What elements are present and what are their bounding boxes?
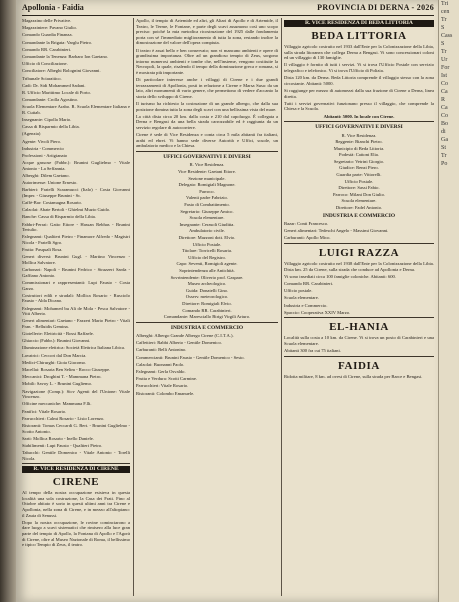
directory-entry: Illuminazione elettrica: Società Elettrica Italiana Libica. (22, 345, 126, 351)
book-gutter (0, 0, 16, 602)
paragraph: Apollo, il tempio di Artemide ed altri, gli Altari di Apollo e di Artemide, il Teatro, le Terme, le Fontane, e parte degli scavi assumono così uno scopo preciso: poiché la mia metodica ricostruzione del 1925 dalle fondamenta porta con sé l'immediato miglioramento di tutta la zona, restando inoltre la dimostrazione del valore dell'opera compiuta. (136, 18, 278, 46)
paragraph: Si raggiunge per mezzo di automezzi dalla sua frazione di Cirene a Derna, linea diretta. (284, 87, 434, 99)
paragraph: Industria e Commercio. (284, 302, 328, 308)
paragraph: Villaggio agricolo costruito nel 1938 dall'Ente per la Colonizzazione della Libia. Dista km. 25 da Cirene, sulla strada che conduce ad Apollonia e Derna. (284, 261, 434, 272)
office-entry: Ambulatorio civile. (189, 228, 225, 234)
text-fragment: Cass (441, 33, 453, 39)
directory-entry: Comandante la Tenenza: Barbaro Ion Gaetano. (22, 53, 109, 59)
beda-section-bar: R. VICE RESIDENZA DI BEDA LITTORIA (284, 20, 434, 27)
text-fragment: Ga (441, 137, 448, 143)
faidia-heading: FAIDIA (338, 359, 380, 372)
page-header (22, 3, 434, 16)
directory-entry: Falegnami: Qualtieri Pietro - Finamore Alfredo - Magistri Nicola - Fratelli Sgro. (22, 234, 130, 246)
office-entry: Municipio di Beda Littoria. (333, 145, 385, 151)
paragraph: Il teatro è assai bello e ben conservato; non vi mancano ambienti e opere di grandissima importanza. Oltre ad un grandioso tempio di Zeus, sorgono intorno numerosi ambienti e tombe che, nell'insieme, vengono costituite la Necropoli, la quale, risalendo il tempo della dominazione greca e romana, si è mostrata più importante. (136, 47, 278, 75)
office-entry: Parroco. (199, 188, 215, 194)
commerce-entry: Falegnami: Gerla Osvaldo. (136, 369, 186, 375)
running-head-left: Apollonia - Faidia (22, 3, 84, 12)
divider (284, 356, 434, 357)
commerce-entry: Bazar: Conti Francesco. (284, 221, 329, 227)
directory-entry: Ristoranti: Tomas Ceccardi G. Bert. - Brunini Guglielmo - Scotto Antonio. (22, 422, 130, 434)
office-entry: Valenti padre Fabrizio. (186, 195, 228, 201)
office-entry: R. Vice Residenza. (341, 132, 377, 138)
directory-entry: Cadi: Dr. Sidi Mohammed Sadani. (22, 82, 86, 88)
divider (284, 243, 434, 244)
office-entry: Comando RR. Carabinieri. (182, 307, 232, 313)
text-fragment: Ur (441, 57, 448, 63)
directory-entry: Tribunale Sciaraitico. (22, 75, 62, 81)
paragraph: Il villaggio è fornito di tutti i servizi. Vi si trova l'Ufficio Postale con servizio telegrafico e telefonico. Vi si trova l'Ufficio di Polizia. (284, 62, 434, 73)
directory-entry: R. Ufficio Marittimo Locale di Porto. (22, 89, 91, 95)
office-entry: Segretario: Giuseppe Amico. (180, 208, 234, 214)
office-entry: Guida: Donatelli Gino. (185, 287, 229, 293)
directory-entry: Tabacchi: Gentile Domenico - Vitale Antonio - Torelli Nicola. (22, 450, 130, 461)
directory-entry: Gioiellerie: Elettricità - Bossi Raffaele. (22, 331, 94, 337)
directory-entry: Magazziniere: Pavano Giulio. (22, 25, 77, 31)
paragraph: Di particolare interesse anche i villaggi di Cirene e i due grandi terrazzamenti di Apollonia, posti in relazione a Cirene e Marsa Susa: da un lato, altri monumenti di vario genere, che permettono di vedere d'accanto la storia dello sviluppo di Cirene. (136, 77, 278, 99)
text-fragment: St (441, 145, 447, 151)
office-entry: Segretario: Vetrini Giorgio. (333, 158, 385, 164)
paragraph: La città dista circa 20 km. dalla costa e 210 dal capoluogo. È collegata a Derna e Bengasi da una bella strada carrozzabile ed è raggiunta da un servizio regolare di autocorriere. (136, 113, 278, 131)
paragraph: Dista 120 km. da Derna. Beda Littoria comprende il villaggio stesso con la zona circostante. Abitanti: 5000. (284, 75, 434, 86)
directory-entry: Fabbri-Ferrai: Gatto Ettore - Hassan Rebhas - Brunini Tertulio. (22, 221, 130, 233)
directory-entry: Generi diversi: Brunini Gugl. - Martino Vincenzo - Mollica Salvatore. (22, 254, 130, 265)
commerce-entry: Carburanti: Apollo Mico. (284, 235, 331, 241)
commerce-entry: Parrucchieri: Vitale Rosario. (136, 383, 189, 389)
office-entry: Comandante: Maresciallo Birigi Virgili Arturo. (163, 314, 251, 320)
apollonia-directory (22, 18, 130, 461)
facing-page-edge (438, 0, 459, 602)
office-entry: Guardia parte: Vittorelli. (336, 172, 382, 178)
cirene-heading: CIRENE (52, 476, 100, 489)
book-page (16, 0, 438, 602)
elhania-heading: EL-HANIA (329, 321, 389, 334)
directory-entry: (Agenzia) (22, 131, 41, 137)
paragraph: Spaccio: Cooperativa XXIV Marzo. (284, 309, 351, 315)
running-head-right: PROVINCIA DI DERNA - 2026 (317, 3, 434, 12)
paragraph: Ridotta militare, 8 km. ad ovest di Cirene, sulla strada per Barce e Bengasi. (284, 373, 423, 379)
directory-entry: Calzolai: Abate Bertoli - Ghielmi Muzio Guido. (22, 207, 111, 213)
directory-entry: Frutta: Pasquali Rosa. (22, 247, 63, 253)
office-entry: Scuola elementare. (341, 198, 377, 204)
divider (284, 317, 434, 318)
office-entry: Podestà: Cattoni Elia. (339, 152, 379, 158)
directory-entry: Parrucchieri: Calmi Rosario - Lisio Lorenzo. (22, 415, 105, 421)
commerce-entry: Alberghi: Albergo Grande Albergo Cirene (C.I.T.A.). (136, 333, 234, 339)
directory-entry: Mobili: Savoy L. - Brunini Gugliemo. (22, 381, 93, 387)
paragraph: Abitanti 300 fra cui 75 italiani. (284, 348, 341, 354)
cirene-history-text (136, 18, 278, 149)
commerce-entry: Carburanti: Belli Antonino. (136, 347, 187, 353)
text-fragment: Co (441, 113, 449, 119)
directory-entry: Conciliatore: Albeghi Bolognini Giovanni. (22, 68, 101, 74)
directory-entry: Carbonari: Napoli - Brunini Fedrico - Strazzeri Sarda - Gaffiano Antonio. (22, 267, 130, 278)
directory-entry: Industria - Commercio (22, 145, 64, 151)
office-entry: Sovrintendente: Oliverio prof. Gaspare. (170, 274, 244, 280)
text-fragment: Po (441, 161, 448, 167)
column-rule (281, 18, 282, 596)
text-fragment: Ist (441, 73, 447, 79)
beda-commerce-list (284, 221, 434, 241)
divider (136, 322, 278, 323)
column-right (284, 18, 434, 596)
cirene-commerce-list (136, 333, 278, 396)
paragraph: Vi sono insediati circa 100 famiglie coloniche. Abitanti: 600. (284, 273, 396, 279)
directory-entry: Commissionari e rappresentanti: Lupi Fausto - Costa Garzo. (22, 279, 130, 291)
text-fragment: Ca (441, 89, 448, 95)
text-fragment: S (441, 41, 445, 47)
paragraph: Località sulla costa a 10 km. da Cirene. Vi si trova un posto di Carabinieri e una Scuola elementare. (284, 335, 434, 346)
directory-entry: Banche: Cassa di Risparmio della Libia. (22, 214, 96, 220)
directory-entry: Panifici: Vitale Rosario. (22, 408, 67, 414)
paragraph: Cirene è sede di Vice Residenza e conta circa 5 mila abitanti fra italiani, arabi ed ebrei. Vi hanno sede diverse Autorità e Uffici, scuole, un ambulatorio medico e la Chiesa. (136, 132, 278, 149)
directory-entry: Medici-Chirurghi: Gioia Giacomo. (22, 359, 87, 365)
razza-heading: LUIGI RAZZA (318, 247, 400, 259)
office-entry: Soprintendenza alle Antichità. (179, 267, 235, 273)
office-entry: Parroco: Milani Don Giulio. (332, 191, 386, 197)
beda-industria-heading: INDUSTRIA E COMMERCIO (322, 212, 396, 219)
office-entry: Giudice: Renzi Piero. (339, 165, 379, 171)
divider (22, 463, 130, 464)
beda-heading: BEDA LITTORIA (311, 30, 407, 42)
office-entry: Ufficio Postale. (192, 241, 222, 247)
paragraph: Tutti i servizi governativi funzionano presso il villaggio, che comprende la Chiesa e la Scuola. (284, 100, 434, 112)
paragraph: Dopo la nostra occupazione, le rovine cominciarono a dare luogo a scavi sistematici che rimisero alla luce gran parte del tempio di Apollo, la Fontana di Apollo e l'Agorà di Cirene, oltre al Museo Nazionale di Roma, il bellissimo e tipico Tempio di Zeus, il teatro. (22, 519, 130, 548)
paragraph: Il turismo ha richiesto la costruzione di un grande albergo, che dalla sua posizione domina tutta la zona degli scavi con una bellissima vista del mare. (136, 101, 278, 112)
text-fragment: Tr (441, 49, 447, 55)
office-entry: Direttore: Mazzoni dott. Elvio. (178, 234, 236, 240)
beda-description (284, 44, 434, 112)
office-entry: Capo: Seventi, Romigioli agente. (176, 261, 238, 267)
divider (136, 151, 278, 152)
paragraph: Al tempo della nostra occupazione esisteva in questa località una sola costruzione, la Casa dei Frati. Fino al Ottobre abitato è sorto in questi ultimi anni tra Cirene e Apollonia, nella zona di Cirene, e in mezzo all'altopiano: il Zauia di Senussi. (22, 490, 130, 518)
directory-entry: Comando RR. Carabinieri. (22, 46, 72, 52)
office-entry: Osserv. meteorologico. (185, 294, 229, 300)
directory-entry: Agente: Vivoli Piero. (22, 138, 62, 144)
commerce-entry: Generi alimentari: Tedeschi Angelo - Massimi Giovanni. (284, 228, 389, 234)
directory-entry: Comandante: Crolla Agostino. (22, 97, 79, 103)
commerce-entry: Caffettieri: Rabbi Alberto - Gentile Domenico. (136, 340, 222, 346)
office-entry: Reggente: Bianchi Pietro. (335, 139, 383, 145)
elhania-description (284, 335, 434, 353)
commerce-entry: Frutta e Verdura: Scotti Carmine. (136, 376, 198, 382)
paragraph: Scuola elementare. (284, 295, 319, 301)
faidia-description (284, 374, 434, 380)
beda-uffici-heading: UFFICI GOVERNATIVI E DIVERSI (315, 124, 403, 131)
column-rule (133, 18, 134, 596)
directory-entry: Insegnante: Cipolla Mario. (22, 117, 72, 123)
cirene-section-bar: R. VICE RESIDENZA DI CIRENE (22, 466, 130, 473)
text-fragment: R (441, 97, 446, 103)
directory-entry: Alberghi: Dilem Gaetano. (22, 172, 70, 178)
text-fragment: Tr (441, 17, 447, 23)
divider (284, 121, 434, 122)
directory-entry: Officine meccaniche: Mammana F.lli. (22, 401, 92, 407)
paragraph: Ufficio postale. (284, 288, 313, 294)
text-fragment: Co (441, 81, 449, 87)
directory-entry: Stabilimenti: Lupi Fausto - Qualtieri Pietro. (22, 442, 103, 448)
directory-entry: Navigazione (Comp.): Sicv Agenti del l'Unione: Vitale Vincenzo. (22, 388, 130, 400)
office-entry: Vice Residente: Gaetani Ettore. (178, 169, 236, 175)
directory-entry: Meccanici: Droghini T. - Mammana Pietro. (22, 374, 102, 380)
directory-entry: Comandante la Brigata: Varglu Pietro. (22, 39, 93, 45)
office-entry: Insegnante: Cerasoli Giuditta. (179, 221, 235, 227)
text-fragment: S (441, 25, 445, 31)
directory-entry: Barbieri: Fratelli Scaramucci (Italo) - Costa Giovanni (Imper. - Giuseppe Brunini - Sc. (22, 187, 130, 198)
razza-description (284, 261, 434, 315)
office-entry: Scuola elementare. (189, 215, 225, 221)
office-entry: Sezione municipale. (188, 175, 226, 181)
directory-entry: Lavatrici: Ceccori dal Don Marcia. (22, 352, 87, 358)
directory-entry: Scuola Elementare Arabo. R. Scuola Elementare Italiana e R. Cuttab. (22, 104, 130, 115)
directory-entry: Magazzino delle Privative. (22, 18, 72, 23)
cirene-description (22, 490, 130, 548)
office-entry: R. Vice Residenza. (189, 162, 225, 168)
directory-entry: Acque gassose (Fabbr.): Brunini Guglielmo - Vitale Antonio - La Seffannia. (22, 160, 130, 171)
beda-offices-list (284, 133, 434, 211)
uffici-heading: UFFICI GOVERNATIVI E DIVERSI (163, 154, 251, 161)
column-middle (136, 18, 278, 596)
directory-entry: Ufficio di Conciliazione. (22, 61, 68, 67)
text-fragment: Tri (441, 1, 449, 7)
office-entry: Museo archeologico. (187, 281, 227, 287)
text-fragment: cen (441, 9, 450, 15)
paragraph: Comando RR. Carabinieri. (284, 280, 334, 286)
office-entry: Direttore: Romigiali Elvio. (182, 300, 232, 306)
directory-entry: Ghiaccio (Fabbr.): Brunini Giovanni. (22, 338, 91, 344)
office-entry: Direttore: Fadel Antonio. (335, 205, 383, 211)
beda-population: Abitanti: 5000. In locale con Cirene. (323, 113, 395, 119)
paragraph: Villaggio agricolo costruito nel 1933 dall'Ente per la Colonizzazione della Libia, sulla strada litoranea che collega Derna a Bengasi. Vi sono concessionari coloni ed un villaggio di 130 famiglie. (284, 44, 434, 61)
office-entry: Delegato: Romigiali Magnone. (178, 182, 236, 188)
commerce-entry: Commercianti: Brunini Fausto - Gentile Domenico - Sesto. (136, 354, 245, 360)
directory-entry: Cassa di Risparmio della Libia. (22, 124, 80, 130)
directory-entry: Generi alimentari: Gaetano - Fazzeri Mario Pietro - Vitali Fran. - Belluidis Gemina. (22, 318, 130, 329)
industria-heading: INDUSTRIA E COMMERCIO (170, 324, 244, 331)
directory-entry: Caffè-Bar: Costamagna Rosario. (22, 200, 83, 206)
text-fragment: Tr (441, 153, 447, 159)
office-entry: Fasto di Combattimento. (184, 202, 230, 207)
directory-entry: Macellai: Rosaria Ben Selim - Rocco Giuseppe. (22, 367, 111, 373)
directory-entry: Comando Guardia Finanza. (22, 32, 73, 38)
office-entry: Ufficio Postale. (344, 178, 374, 184)
directory-entry: Professioni - Artigianato (22, 152, 68, 158)
facing-page-fragments (439, 0, 459, 168)
directory-entry: Autorimesse: Unione Ernesto. (22, 180, 78, 186)
directory-entry: Sarti: Mollica Rosario - Inello Daniele. (22, 435, 94, 441)
column-left (22, 18, 130, 596)
text-fragment: For (441, 65, 450, 71)
text-fragment: di (441, 129, 446, 135)
office-entry: Direttore: Sassi Fabio. (338, 185, 380, 191)
office-entry: Ufficio del Registro. (188, 254, 226, 260)
directory-entry: Falegnami: Mohamed bu Ali de Mola - Pesca Salvatore - Vitti Alberto. (22, 305, 130, 317)
directory-entry: Costruttori edili e stradali: Mollica Rosario - Rusciolo Fausto - Alda Dicano. (22, 292, 130, 304)
cirene-offices-list (136, 162, 278, 319)
commerce-entry: Calzolai: Buonanni Paolo. (136, 361, 185, 367)
text-fragment: Bo (441, 121, 449, 127)
commerce-entry: Ristoranti: Colombo Emanuele. (136, 390, 195, 396)
office-entry: Titolare: Torricelli Rosaria. (181, 248, 233, 254)
text-fragment: Ca (441, 105, 448, 111)
